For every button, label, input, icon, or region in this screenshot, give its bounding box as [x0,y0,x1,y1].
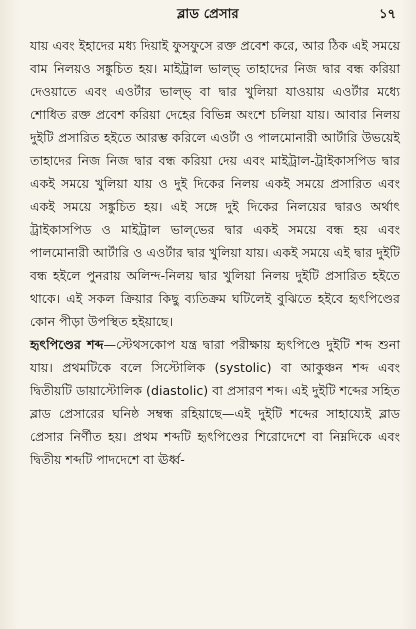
body-text [30,34,400,471]
paragraph-body: —স্টেথসকোপ যন্ত্র দ্বারা পরীক্ষায় হৃৎপিণ্ডে দুইটি শব্দ শুনা যায়। প্রথমটিকে বলে সিস্টোলিক (systolic) বা আকুঞ্চন শব্দ এবং দ্বিতীয়টি ডায়াস্টোলিক (diastolic) বা প্রসারণ শব্দ। এই দুইটি শব্দের সহিত ব্লাড প্রেসারের ঘনিষ্ঠ সম্বন্ধ রহিয়াছে—এই দুইটি শব্দের সাহায্যেই ব্লাড প্রেসার নির্ণীত হয়। প্রথম শব্দটি হৃৎপিণ্ডের শিরোদেশে বা নিম্নদিকে এবং দ্বিতীয় শব্দটি পাদদেশে বা ঊর্ধ্ব- [30,337,400,467]
running-title: ব্লাড প্রেসার [177,7,239,22]
section-heading: হৃৎপিণ্ডের শব্দ [30,337,104,352]
page-header [0,5,416,25]
paragraph-valve-cycle: যায় এবং ইহাদের মধ্য দিয়াই ফুসফুসে রক্ত প্রবেশ করে, আর ঠিক এই সময়ে বাম নিলয়ও সঙ্কুচিত হয়। মাইট্রাল ভাল্‌ভ্‌ তাহাদের নিজ দ্বার বন্ধ করিয়া দেওয়াতে এবং এওর্টার ভাল্‌ভ্‌ বা দ্বার খুলিয়া যাওয়ায় এওর্টার মধ্যে শোধিত রক্ত প্রবেশ করিয়া দেহের বিভিন্ন অংশে চলিয়া যায়। আবার নিলয় দুইটি প্রসারিত হইতে আরম্ভ করিলে এওর্টা ও পালমোনারী আর্টারি উভয়েই তাহাদের নিজ নিজ দ্বার বন্ধ করিয়া দেয় এবং মাইট্রাল-ট্রাইকাসপিড দ্বার একই সময়ে খুলিয়া যায় ও দুই দিকের নিলয় একই সময়ে প্রসারিত এবং একই সময়ে সঙ্কুচিত হয়। এই সঙ্গে দুই দিকের নিলয়ের দ্বারও অর্থাৎ ট্রাইকাসপিড ও মাইট্রাল ভাল্‌ভের দ্বার একই সময়ে বন্ধ হয় এবং পালমোনারী আর্টারি ও এওর্টার দ্বার খুলিয়া যায়। একই সময়ে এই দ্বার দুইটি বন্ধ হইলে পুনরায় অলিন্দ-নিলয় দ্বার খুলিয়া নিলয় দুইটি প্রসারিত হইতে থাকে। এই সকল ক্রিয়ার কিছু ব্যতিক্রম ঘটিলেই বুঝিতে হইবে হৃৎপিণ্ডের কোন পীড়া উপস্থিত হইয়াছে। [30,38,400,329]
paragraph-heart-sounds [30,333,400,471]
page-number: ১৭ [379,7,396,22]
